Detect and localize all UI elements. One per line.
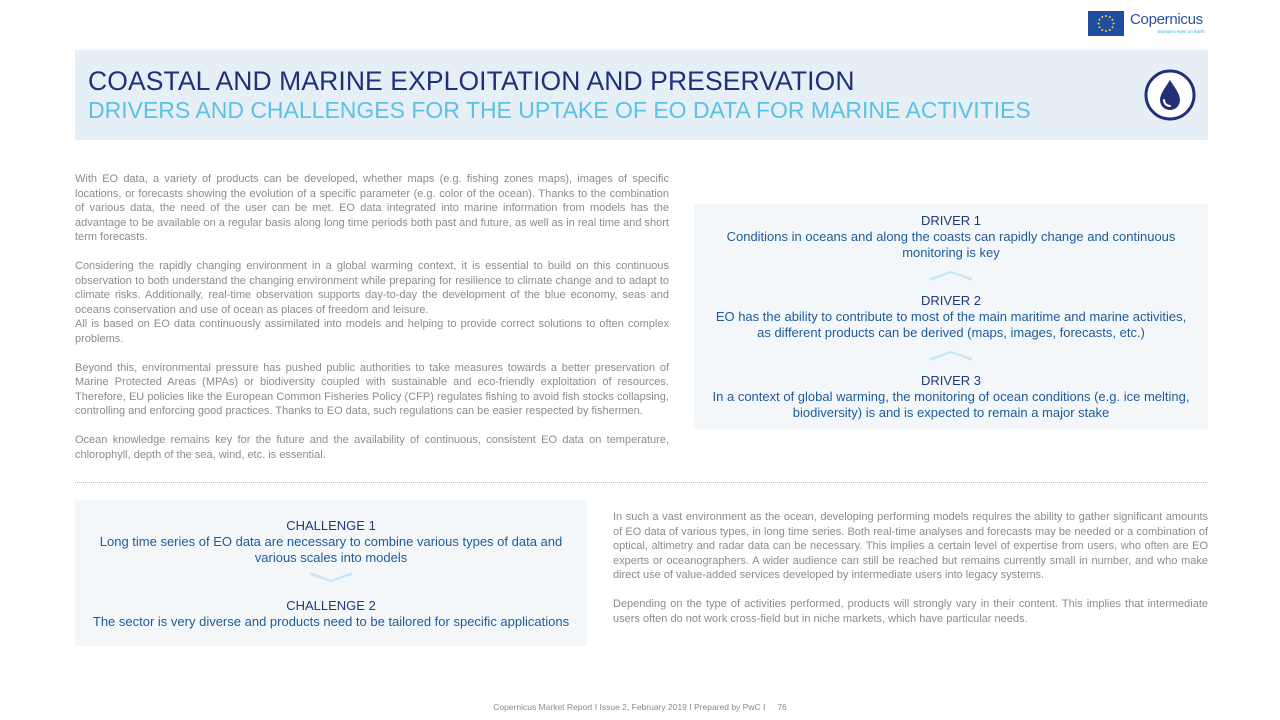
challenges-panel bbox=[75, 500, 587, 646]
challenge-text: The sector is very diverse and products need to be tailored for specific applications bbox=[92, 614, 570, 629]
challenge-text: Long time series of EO data are necessary to combine various types of data and various scales into models bbox=[99, 534, 563, 565]
section-divider bbox=[75, 482, 1208, 483]
chevron-up-icon bbox=[929, 271, 973, 283]
eu-flag-icon bbox=[1088, 11, 1124, 36]
intro-paragraph: All is based on EO data continuously assimilated into models and helping to provide correct solutions to often complex problems. bbox=[75, 318, 669, 345]
intro-paragraph: Beyond this, environmental pressure has pushed public authorities to take measures towards a better preservation of Marine Protected Areas (MPAs) or biodiversity coupled with sustainable and eco-friendly exploitation of resources. Therefore, EU policies like the European Common Fisheries Policy (CFP) regulates fishing to avoid fish stocks collapsing, controlling and enforcing good practices. Thanks to EO data, such regulations can be easier respected by fishermen. bbox=[75, 361, 669, 417]
copernicus-logo-text: Copernicus bbox=[1130, 11, 1203, 28]
copernicus-logo bbox=[1130, 9, 1204, 37]
challenges-text bbox=[613, 510, 1208, 626]
driver-title: DRIVER 1 bbox=[921, 213, 981, 228]
logo-group bbox=[1088, 9, 1204, 37]
page-subtitle: DRIVERS AND CHALLENGES FOR THE UPTAKE OF EO DATA FOR MARINE ACTIVITIES bbox=[88, 97, 1031, 123]
challenges-paragraph: In such a vast environment as the ocean, developing performing models requires the ability to gather significant amounts of EO data of various types, in long time series. Both real-time analyses and forecasts may be needed or a combination of optical, altimetry and radar data can be necessary. This implies a certain level of expertise from users, who often are EO experts or oceanographers. A wider audience can still be reached but remains currently small in number, and who make direct use of value-added services developed by intermediate users into legacy systems. bbox=[613, 511, 1208, 581]
intro-paragraph: With EO data, a variety of products can be developed, whether maps (e.g. fishing zones maps), images of specific locations, or forecasts showing the evolution of a specific parameter (e.g. color of the ocean). Thanks to the combination of various data, the need of the user can be met. EO data integrated into marine information from models has the advantage to be available on a regular basis along long time periods both past and future, as well as in real time and short term forecasts. bbox=[75, 173, 669, 243]
intro-paragraph: Considering the rapidly changing environment in a global warming context, it is essential to build on this continuous observation to both understand the changing environment while preparing for resilience to climate change and to adapt to climate risks. Additionally, real-time observation supports day-to-day the development of the blue economy, seas and oceans conservation and use of ocean as places of freedom and leisure. bbox=[75, 260, 669, 316]
driver-1 bbox=[694, 213, 1208, 261]
driver-2 bbox=[694, 293, 1208, 341]
intro-paragraph: Ocean knowledge remains key for the future and the availability of continuous, consistent EO data on temperature, chlorophyll, depth of the sea, wind, etc. is essential. bbox=[75, 434, 669, 461]
challenge-1 bbox=[75, 518, 587, 566]
driver-text: Conditions in oceans and along the coasts can rapidly change and continuous monitoring is key bbox=[726, 229, 1176, 260]
driver-3 bbox=[694, 373, 1208, 421]
header-banner bbox=[75, 50, 1208, 140]
driver-text: EO has the ability to contribute to most of the main maritime and marine activities, as different products can be derived (maps, images, forecasts, etc.) bbox=[715, 309, 1187, 340]
intro-text bbox=[75, 172, 669, 462]
chevron-up-icon bbox=[929, 351, 973, 363]
chevron-down-icon bbox=[309, 570, 353, 582]
drivers-panel bbox=[694, 204, 1208, 429]
page-footer bbox=[0, 702, 1280, 712]
water-drop-icon bbox=[1144, 69, 1196, 121]
challenges-paragraph: Depending on the type of activities performed, products will strongly vary in their content. This implies that intermediate users often do not work cross-field but in niche markets, which have particular needs. bbox=[613, 598, 1208, 625]
challenge-2 bbox=[75, 598, 587, 630]
driver-text: In a context of global warming, the monitoring of ocean conditions (e.g. ice melting, biodiversity) is and is expected to remain a major stake bbox=[712, 389, 1190, 420]
driver-title: DRIVER 3 bbox=[921, 373, 981, 388]
page-title: COASTAL AND MARINE EXPLOITATION AND PRESERVATION bbox=[88, 66, 855, 96]
challenge-title: CHALLENGE 2 bbox=[286, 598, 376, 613]
page-number: 76 bbox=[777, 702, 787, 712]
copernicus-logo-tagline: Europe's eyes on Earth bbox=[1158, 29, 1205, 34]
footer-text: Copernicus Market Report I Issue 2, February 2019 I Prepared by PwC I bbox=[493, 702, 766, 712]
challenge-title: CHALLENGE 1 bbox=[286, 518, 376, 533]
driver-title: DRIVER 2 bbox=[921, 293, 981, 308]
